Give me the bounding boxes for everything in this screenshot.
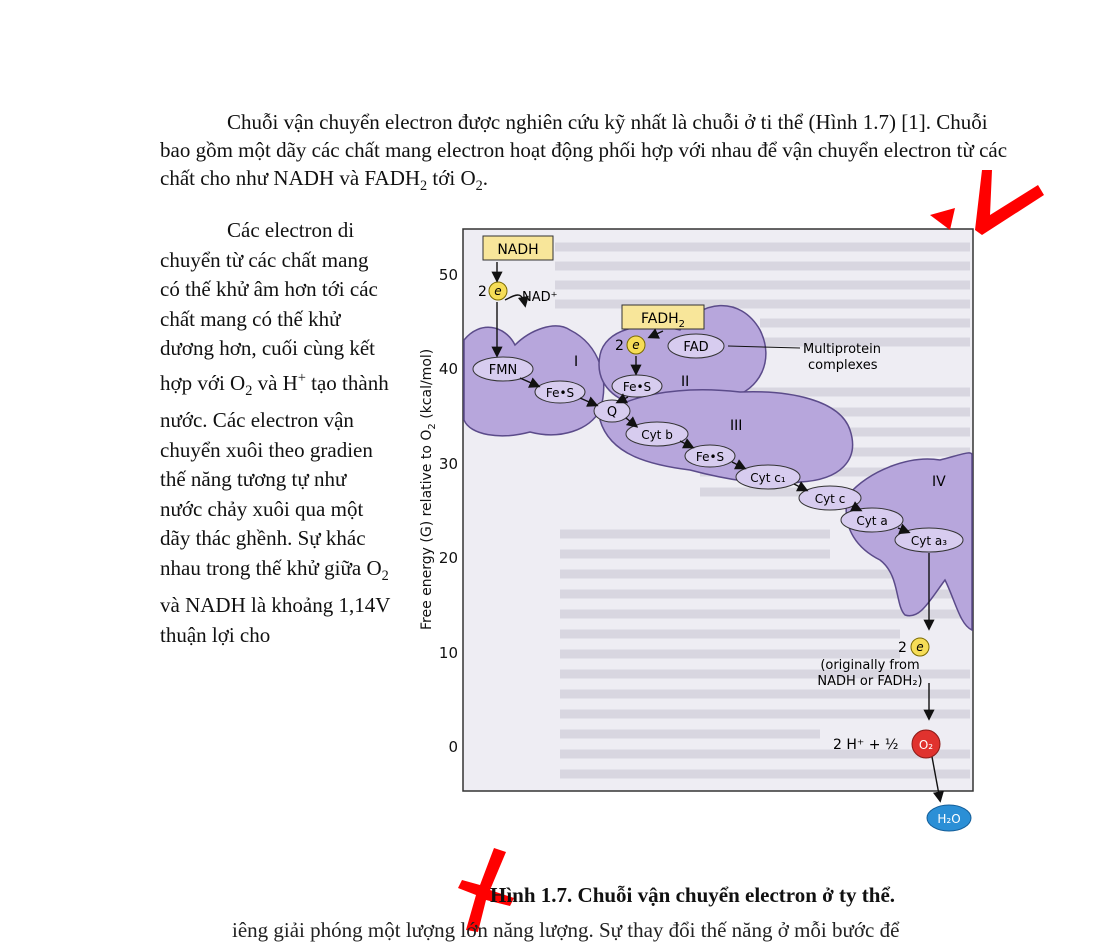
y-tick-10: 10 — [438, 644, 458, 662]
nadh-label: NADH — [497, 242, 539, 258]
originally-from-label: (originally from NADH or FADH₂) — [817, 658, 923, 689]
q-label: Q — [606, 405, 618, 420]
electron-count-2: 2 — [615, 338, 624, 354]
multiprotein-label: Multiprotein complexes — [803, 342, 881, 373]
complex-III-label: III — [730, 418, 743, 434]
complex-II-label: II — [681, 374, 690, 390]
fmn-label: FMN — [488, 363, 518, 378]
y-tick-30: 30 — [438, 455, 458, 473]
y-tick-40: 40 — [438, 360, 458, 378]
complex-I-label: I — [574, 354, 579, 370]
cyt-a-label: Cyt a — [856, 514, 888, 528]
cyt-a3-label: Cyt a₃ — [910, 534, 948, 548]
h2o-label: H₂O — [937, 812, 961, 826]
svg-text:e: e — [916, 640, 924, 654]
nad-plus-label: NAD⁺ — [522, 290, 558, 305]
h-plus-label: 2 H⁺ + ½ — [833, 737, 899, 753]
y-tick-50: 50 — [438, 266, 458, 284]
electron-count-1: 2 — [478, 284, 487, 300]
paragraph-2: Các electron di chuyển từ các chất mang có thế khử âm hơn tới các chất mang có thế khử dương hơn, cuối cùng kết hợp với $O_2$ và H+ tạo thành nước. Các electron vận chuyển xuôi theo gradien thế năng tương tự như nước chảy xuôi qua một dãy thác ghềnh. Sự khác nhau trong thế khử giữa $O_2$ và NADH là khoảng 1,14V thuận lợi cho — [160, 218, 390, 647]
complex-IV-label: IV — [932, 474, 946, 490]
y-axis-label: Free energy (G) relative to $O_2$ (kcal/mol) — [419, 348, 438, 630]
cyt-c1-label: Cyt c₁ — [750, 471, 786, 485]
y-tick-20: 20 — [438, 549, 458, 567]
cyt-b-label: Cyt b — [641, 428, 673, 442]
svg-text:e: e — [494, 284, 502, 298]
fad-label: FAD — [683, 340, 709, 355]
electron-transport-figure — [400, 216, 1000, 836]
watermark-top — [920, 160, 1050, 240]
o2-label: O₂ — [918, 738, 934, 752]
complex-I — [464, 326, 604, 436]
fadh2-label: $FADH_2$ — [640, 311, 686, 330]
cutoff-text-line: iêng giải phóng một lượng lớn năng lượng. Sự thay đổi thế năng ở mỗi bước để — [232, 918, 900, 942]
electron-count-3: 2 — [898, 640, 907, 656]
fes-label-2: Fe•S — [622, 380, 652, 394]
paragraph-1: Chuỗi vận chuyển electron được nghiên cứu kỹ nhất là chuỗi ở ti thể (Hình 1.7) [1]. Chuỗi bao gồm một dãy các chất mang electron hoạt động phối hợp với nhau để vận chuyển electron từ các chất cho như NADH và $FADH_2$ tới $O_2$. — [160, 110, 1008, 195]
cyt-c-label: Cyt c — [814, 492, 846, 506]
fes-label-3: Fe•S — [695, 450, 725, 464]
fes-label-1: Fe•S — [545, 386, 575, 400]
y-tick-0: 0 — [448, 738, 458, 756]
svg-text:e: e — [632, 338, 640, 352]
figure-caption: Hình 1.7. Chuỗi vận chuyển electron ở ty thể. — [490, 883, 896, 907]
